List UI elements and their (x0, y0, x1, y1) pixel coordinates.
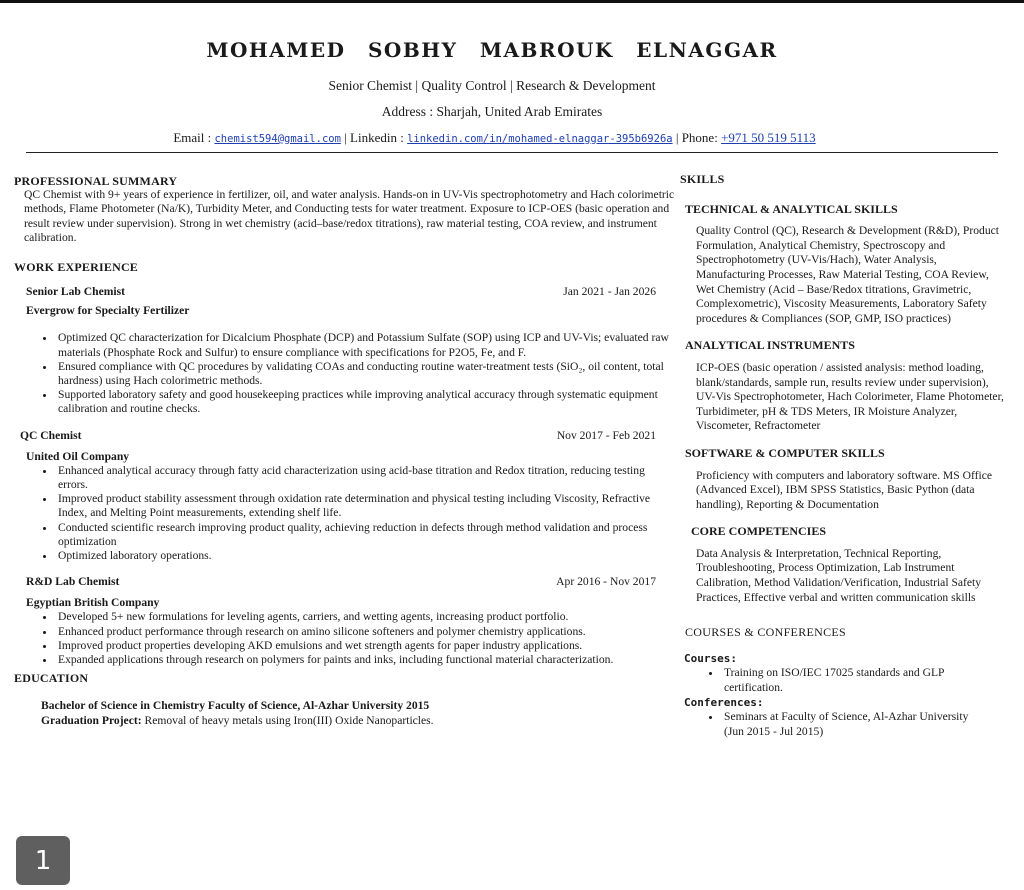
email-link[interactable]: chemist594@gmail.com (214, 133, 341, 145)
list-item: • Training on ISO/IEC 17025 standards and GLP certification. (722, 666, 990, 695)
job-company: Egyptian British Company (26, 596, 160, 610)
candidate-name: MOHAMED SOBHY MABROUK ELNAGGAR (206, 38, 778, 62)
job-title: R&D Lab Chemist (26, 575, 120, 589)
list-item: • Conducted scientific research improving product quality, achieving reduction in defects through method validation and process optimization (56, 521, 674, 549)
job-dates: Apr 2016 - Nov 2017 (556, 575, 656, 589)
linkedin-label: | Linkedin : (340, 130, 408, 145)
job-title: Senior Lab Chemist (26, 285, 125, 299)
page-number-badge[interactable]: 1 (16, 836, 70, 885)
courses-list (680, 666, 990, 695)
email-label: Email : (173, 130, 215, 145)
phone-label: | Phone: (672, 130, 722, 145)
linkedin-link[interactable]: linkedin.com/in/mohamed-elnaggar-395b6926a (407, 133, 673, 145)
education-project: Graduation Project: Removal of heavy metals using Iron(III) Oxide Nanoparticles. (41, 713, 434, 727)
job-company: Evergrow for Specialty Fertilizer (26, 304, 190, 318)
list-item: • Enhanced product performance through research on amino silicone softeners and polymer chemistry applications. (56, 625, 674, 639)
conferences-list (680, 710, 990, 739)
core-competencies-heading: CORE COMPETENCIES (691, 524, 827, 539)
core-competencies-text: Data Analysis & Interpretation, Technical Reporting, Troubleshooting, Process Optimization, Lab Instrument Calibration, Method Validation/Verification, Industrial Safety Practices, Effective verbal and written communication skills (696, 546, 982, 604)
job-title: QC Chemist (20, 428, 82, 442)
right-column (680, 172, 1010, 739)
phone-link[interactable]: +971 50 519 5113 (721, 130, 816, 145)
left-column (14, 174, 674, 728)
list-item: • Optimized QC characterization for Dicalcium Phosphate (DCP) and Potassium Sulfate (SOP) using ICP and UV-Vis; evaluated raw materials (Phosphate Rock and Sulfur) to ensure compliance with specifications for P2O5, Fe, and F. (56, 331, 674, 359)
list-item: • Improved product properties developing AKD emulsions and wet strength agents for paper industry applications. (56, 639, 674, 653)
job-dates: Nov 2017 - Feb 2021 (556, 428, 656, 442)
list-item: • Supported laboratory safety and good housekeeping practices while improving analytical accuracy through systematic equipment calibration and routine checks. (56, 388, 674, 416)
list-item: • Enhanced analytical accuracy through fatty acid characterization using acid-base titration and Redox titration, reducing testing errors. (56, 464, 674, 492)
list-item: • Optimized laboratory operations. (56, 549, 674, 563)
job-1 (14, 285, 674, 416)
list-item: • Expanded applications through research on polymers for paints and inks, including functional material characterization. (56, 653, 674, 667)
education-heading: EDUCATION (14, 671, 89, 686)
technical-skills-heading: TECHNICAL & ANALYTICAL SKILLS (685, 201, 898, 216)
skills-heading: SKILLS (680, 172, 725, 186)
summary-heading: PROFESSIONAL SUMMARY (14, 174, 178, 188)
technical-skills-text: Quality Control (QC), Research & Development (R&D), Product Formulation, Analytical Chemistry, Spectroscopy and Spectrophotometry (UV-Vis/Hach), Water Analysis, Manufacturing Processes, Raw Material Testing, COA Review, Wet Chemistry (Acid – Base/Redox titrations, Gravimetric, Complexometric), Viscosity Measurements, Laboratory Safety procedures & Compliances (SOP, GMP, ISO practices) (696, 224, 999, 325)
list-item: • Seminars at Faculty of Science, Al-Azhar University (Jun 2015 - Jul 2015) (722, 710, 990, 739)
experience-heading: WORK EXPERIENCE (14, 260, 139, 275)
summary-text: QC Chemist with 9+ years of experience in fertilizer, oil, and water analysis. Hands-on in UV-Vis spectrophotometry and Hach colorimetric methods, Flame Photometer (Na/K), Turbidity Meter, and Conducting tests for water treatment. Exposure to ICP-OES (basic operation and result review under supervision). Strong in wet chemistry (acid–base/redox titrations), raw material testing, COA review, and instrument calibration. (24, 188, 675, 244)
contact-line (0, 130, 1024, 146)
job-2 (14, 429, 674, 564)
software-text: Proficiency with computers and laboratory software. MS Office (Advanced Excel), IBM SPSS Statistics, Basic Python (data handling), Reporting & Documentation (696, 468, 992, 511)
courses-label: Courses: (684, 651, 737, 665)
software-heading: SOFTWARE & COMPUTER SKILLS (685, 445, 885, 460)
resume-header (0, 38, 1024, 146)
courses-heading: COURSES & CONFERENCES (685, 625, 846, 640)
candidate-address: Address : Sharjah, United Arab Emirates (381, 104, 603, 119)
job-company: United Oil Company (26, 449, 130, 463)
candidate-subtitle: Senior Chemist | Quality Control | Research & Development (328, 78, 656, 93)
education-degree: Bachelor of Science in Chemistry Faculty of Science, Al-Azhar University 2015 (41, 699, 430, 713)
top-border (0, 0, 1024, 3)
conferences-label: Conferences: (684, 695, 764, 709)
header-divider (26, 152, 998, 153)
list-item: • Developed 5+ new formulations for leveling agents, carriers, and wetting agents, increasing product portfolio. (56, 610, 674, 624)
instruments-text: ICP-OES (basic operation / assisted analysis: method loading, blank/standards, sample run, results review under supervision), UV-Vis Spectrophotometer, Hach Colorimeter, Flame Photometer, Turbidimeter, pH & TDS Meters, IR Moisture Analyzer, Viscometer, Refractometer (696, 360, 1004, 433)
instruments-heading: ANALYTICAL INSTRUMENTS (685, 338, 855, 353)
list-item: • Ensured compliance with QC procedures by validating COAs and conducting routine water-treatment tests (SiO₂, oil content, total hardness) using Hach colorimetric methods. (56, 360, 674, 388)
list-item: • Improved product stability assessment through oxidation rate determination and physical testing including Viscosity, Refractive Index, and Melting Point measurements, extending shelf life. (56, 492, 674, 520)
job-dates: Jan 2021 - Jan 2026 (563, 285, 656, 299)
job-3 (14, 575, 674, 667)
